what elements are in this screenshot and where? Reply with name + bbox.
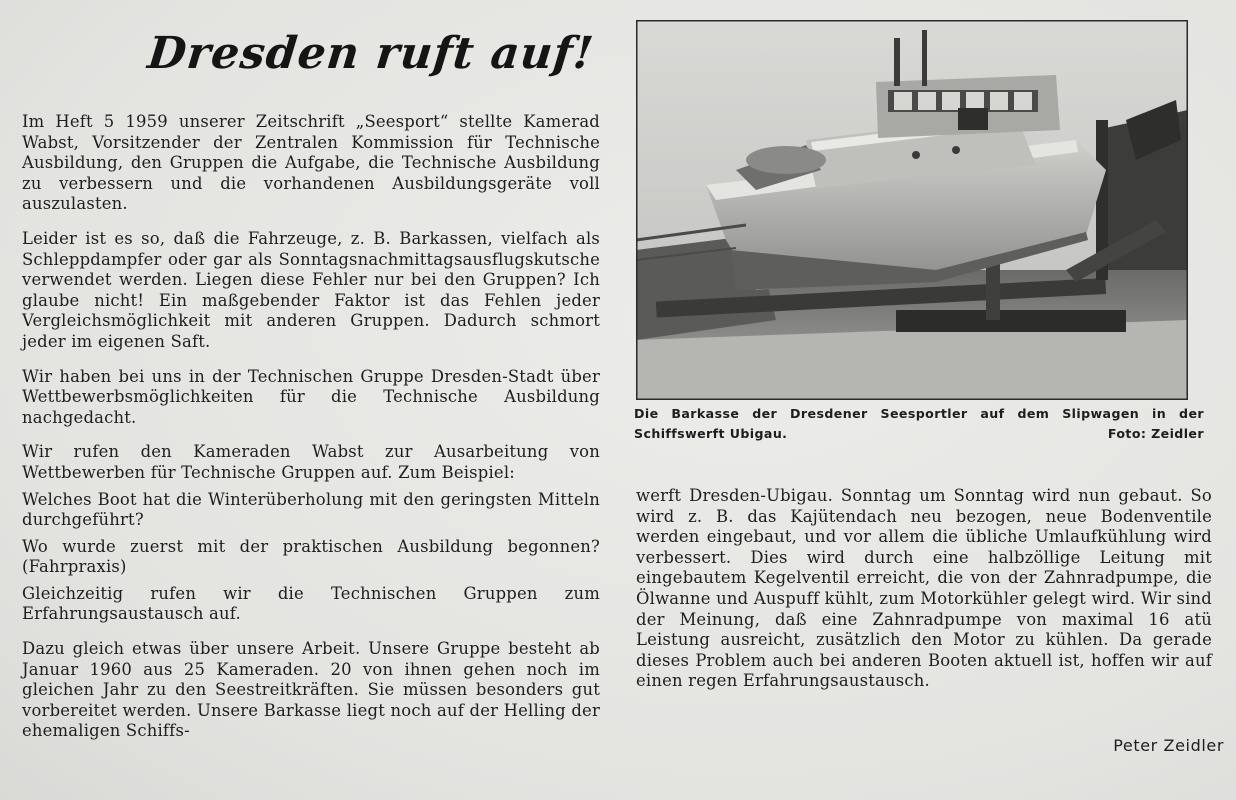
paragraph-example-2: Wo wurde zuerst mit der praktischen Ausbildung begonnen? (Fahrpraxis) (22, 536, 600, 577)
paragraph-call: Wir rufen den Kameraden Wabst zur Ausarbeitung von Wettbewerben für Technische Gruppen auf. Zum Beispiel: (22, 442, 600, 482)
author-signature: Peter Zeidler (1113, 736, 1224, 755)
paragraph-exchange: Gleichzeitig rufen wir die Technischen Gruppen zum Erfahrungsaustausch auf. (22, 583, 600, 624)
paragraph-our-work: Dazu gleich etwas über unsere Arbeit. Unsere Gruppe besteht ab Januar 1960 aus 25 Kameraden. 20 von ihnen gehen noch im gleichen Jahr zu den Seestreitkräften. Sie müssen besonders gut vorbereitet werden. Unsere Barkasse liegt noch auf der Helling der ehemaligen Schiffs- (22, 639, 600, 741)
paragraph-example-1: Welches Boot hat die Winterüberholung mit den geringsten Mitteln durchgeführt? (22, 489, 600, 530)
left-column (22, 112, 600, 756)
photo-credit: Foto: Zeidler (1107, 426, 1204, 441)
paragraph-continuation: werft Dresden-Ubigau. Sonntag um Sonntag wird nun gebaut. So wird z. B. das Kajütendach neu bezogen, neue Bodenventile werden eingebaut, und vor allem die übliche Umlaufkühlung wird verbessert. Dies wird durch eine halbzöllige Leitung mit eingebautem Kegelventil erreicht, die von der Zahnradpumpe, die Ölwanne und Auspuff kühlt, zum Motorkühler gelegt wird. Wir sind der Meinung, daß eine Zahnradpumpe von maximal 16 atü Leistung ausreicht, zusätzlich den Motor zu kühlen. Da gerade dieses Problem auch bei anderen Booten aktuell ist, hoffen wir auf einen regen Erfahrungsaustausch. (636, 486, 1212, 691)
paragraph-intro: Im Heft 5 1959 unserer Zeitschrift „Seesport“ stellte Kamerad Wabst, Vorsitzender der Zentralen Kommission für Technische Ausbildung, den Gruppen die Aufgabe, die Technische Ausbildung zu verbessern und die vorhandenen Ausbildungsgeräte voll auszulasten. (22, 112, 600, 214)
caption-line-2: Schiffswerft Ubigau. (634, 426, 788, 441)
boat-photo (636, 20, 1188, 400)
headline: Dresden ruft auf! (145, 28, 597, 79)
caption-line-1: Die Barkasse der Dresdener Seesportler auf dem Slipwagen in der (634, 406, 1204, 421)
paragraph-problem: Leider ist es so, daß die Fahrzeuge, z. B. Barkassen, vielfach als Schleppdampfer oder gar als Sonntagsnachmittagsausflugskutsche verwendet werden. Liegen diese Fehler nur bei den Gruppen? Ich glaube nicht! Ein maßgebender Faktor ist das Fehlen jeder Vergleichsmöglichkeit mit anderen Gruppen. Dadurch schmort jeder im eigenen Saft. (22, 228, 600, 351)
right-column (636, 486, 1212, 706)
barkasse-on-slipway-image (636, 20, 1188, 400)
paragraph-group-thoughts: Wir haben bei uns in der Technischen Gruppe Dresden-Stadt über Wettbewerbsmöglichkeiten für die Technische Ausbildung nachgedacht. (22, 366, 600, 427)
photo-caption (634, 404, 1204, 444)
